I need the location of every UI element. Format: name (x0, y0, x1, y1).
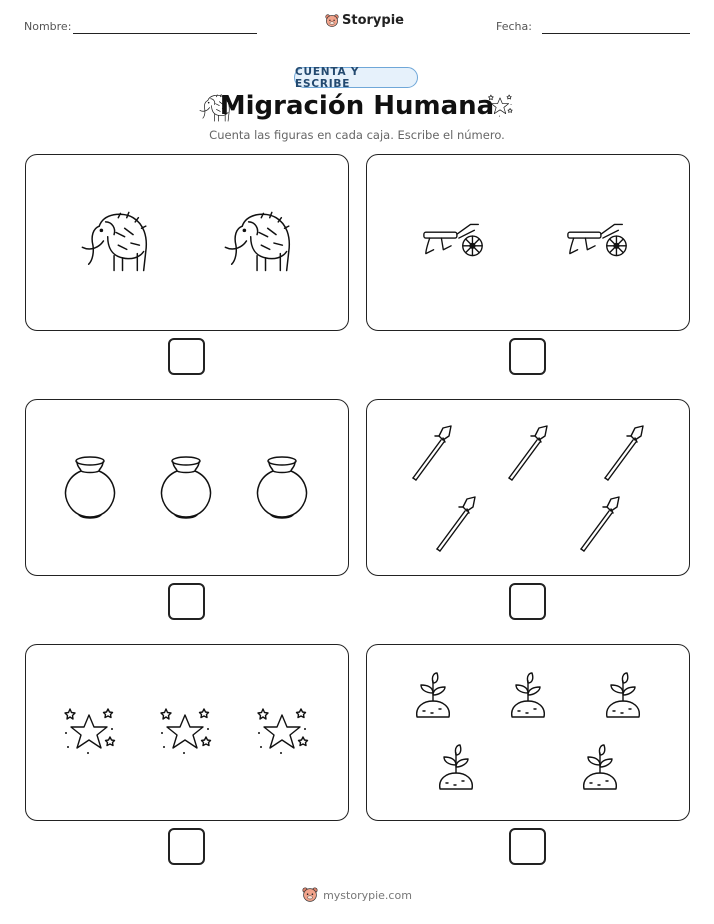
sprout-icon (436, 743, 476, 793)
sprout-icon (508, 671, 548, 721)
answer-box-5[interactable] (168, 828, 205, 865)
spear-icon (503, 424, 553, 484)
answer-box-6[interactable] (509, 828, 546, 865)
answer-box-3[interactable] (168, 583, 205, 620)
spear-icon (575, 495, 625, 555)
bear-icon (325, 14, 339, 28)
plow-icon (420, 220, 488, 260)
stars-icon (62, 707, 116, 757)
name-label: Nombre: (24, 20, 72, 33)
mammoth-icon (219, 205, 293, 279)
date-label: Fecha: (496, 20, 532, 33)
stars-icon (158, 707, 212, 757)
footer-site[interactable]: mystorypie.com (323, 888, 412, 902)
answer-box-4[interactable] (509, 583, 546, 620)
page-title: Migración Humana (219, 91, 495, 121)
mammoth-icon (76, 205, 150, 279)
stars-icon (487, 94, 513, 118)
instructions: Cuenta las figuras en cada caja. Escribe el número. (209, 128, 505, 142)
count-box-5 (25, 644, 349, 821)
count-box-3 (25, 399, 349, 576)
count-box-4 (366, 399, 690, 576)
clay-pot-icon (159, 455, 213, 521)
count-box-2 (366, 154, 690, 331)
date-field[interactable] (542, 33, 690, 34)
stars-icon (255, 707, 309, 757)
spear-icon (407, 424, 457, 484)
sprout-icon (603, 671, 643, 721)
bear-icon (302, 887, 318, 903)
count-box-1 (25, 154, 349, 331)
spear-icon (431, 495, 481, 555)
activity-tag: CUENTA Y ESCRIBE (294, 67, 418, 88)
sprout-icon (580, 743, 620, 793)
sprout-icon (413, 671, 453, 721)
plow-icon (564, 220, 632, 260)
clay-pot-icon (63, 455, 117, 521)
spear-icon (599, 424, 649, 484)
footer (0, 887, 714, 903)
clay-pot-icon (255, 455, 309, 521)
answer-box-1[interactable] (168, 338, 205, 375)
brand-name: Storypie (342, 13, 404, 28)
answer-box-2[interactable] (509, 338, 546, 375)
brand-logo (325, 13, 404, 28)
count-box-6 (366, 644, 690, 821)
name-field[interactable] (73, 33, 257, 34)
